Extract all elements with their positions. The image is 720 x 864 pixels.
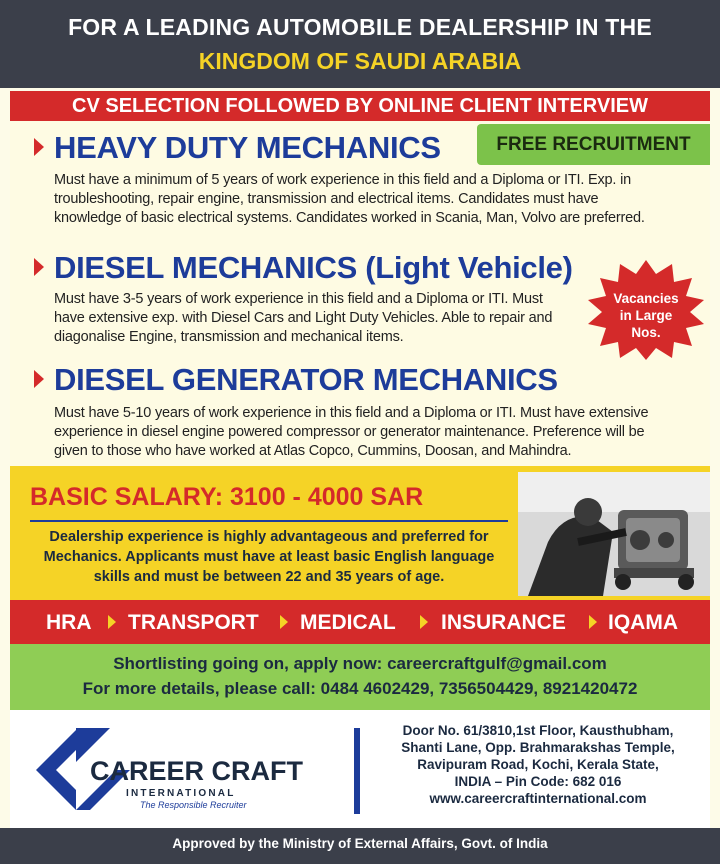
bullet-arrow-icon [420,615,428,629]
benefit-iqama: IQAMA [608,611,678,634]
requirements-line: Dealership experience is highly advantageous and preferred for [49,529,489,545]
logo-tagline: The Responsible Recruiter [140,800,247,810]
description-line: diagonalise Engine, transmission and mechanical items. [54,329,404,345]
description-line: troubleshooting, repair engine, transmission and electrical items. Candidates must have [54,191,599,207]
bullet-arrow-icon [34,258,44,276]
phone-line[interactable]: For more details, please call: 0484 4602429, 7356504429, 8921420472 [82,679,638,698]
website-link[interactable]: www.careercraftinternational.com [429,791,647,806]
vacancies-line: Vacancies [613,291,679,306]
bullet-arrow-icon [34,370,44,388]
basic-salary: BASIC SALARY: 3100 - 4000 SAR [30,483,424,511]
job-description-heavy-duty [54,171,645,228]
mechanic-photo [518,472,710,596]
job-title-generator-mechanics: DIESEL GENERATOR MECHANICS [54,362,558,397]
requirements-note [30,527,508,587]
bullet-arrow-icon [108,615,116,629]
career-craft-logo [30,722,330,818]
footer-divider [354,728,360,814]
approval-bar: Approved by the Ministry of External Affairs, Govt. of India [0,828,720,864]
description-line: knowledge of basic electrical systems. Candidates worked in Scania, Man, Volvo are preferred. [54,210,645,226]
benefit-medical: MEDICAL [300,611,396,634]
description-line: Must have 3-5 years of work experience in this field and a Diploma or ITI. Must [54,291,543,307]
requirements-line: skills and must be between 22 and 35 years of age. [93,569,445,585]
benefit-transport: TRANSPORT [128,611,259,634]
benefit-hra: HRA [46,611,92,634]
address-line: Shanti Lane, Opp. Brahmarakshas Temple, [401,740,675,755]
free-recruitment-badge: FREE RECRUITMENT [477,124,710,165]
header-line-1: FOR A LEADING AUTOMOBILE DEALERSHIP IN THE [68,14,652,40]
job-description-diesel-mechanics [54,290,552,347]
apply-email-line[interactable]: Shortlisting going on, apply now: careercraftgulf@gmail.com [113,654,607,673]
selection-note-bar: CV SELECTION FOLLOWED BY ONLINE CLIENT INTERVIEW [10,91,710,121]
bullet-arrow-icon [280,615,288,629]
contact-section [10,644,710,710]
header-banner [0,0,720,88]
description-line: Must have 5-10 years of work experience in this field and a Diploma or ITI. Must have extensive [54,405,649,421]
vacancies-line: in Large [619,308,673,323]
requirements-line: Mechanics. Applicants must have at least basic English language [43,549,495,565]
vacancies-line: Nos. [631,325,661,340]
bullet-arrow-icon [34,138,44,156]
job-description-generator-mechanics [54,404,648,461]
bullet-arrow-icon [589,615,597,629]
logo-company-name: CAREER CRAFT [90,756,303,786]
description-line: given to those who have worked at Atlas Copco, Cummins, Doosan, and Mahindra. [54,443,572,459]
description-line: have extensive exp. with Diesel Cars and Light Duty Vehicles. Able to repair and [54,310,553,326]
address-line: Door No. 61/3810,1st Floor, Kausthubham, [402,723,674,738]
logo-subtitle: INTERNATIONAL [126,788,236,799]
address-line: Ravipuram Road, Kochi, Kerala State, [417,757,659,772]
job-title-diesel-mechanics: DIESEL MECHANICS (Light Vehicle) [54,250,573,285]
job-title-heavy-duty: HEAVY DUTY MECHANICS [54,130,441,165]
salary-divider [30,520,508,522]
address-line: INDIA – Pin Code: 682 016 [454,774,622,789]
company-address [368,722,708,807]
header-line-2: KINGDOM OF SAUDI ARABIA [198,48,522,74]
benefit-insurance: INSURANCE [441,611,566,634]
description-line: experience in diesel engine powered compressor or generator maintenance. Preference will be [54,424,645,440]
description-line: Must have a minimum of 5 years of work experience in this field and a Diploma or ITI. Exp. in [54,172,631,188]
vacancies-badge-text [582,290,710,341]
